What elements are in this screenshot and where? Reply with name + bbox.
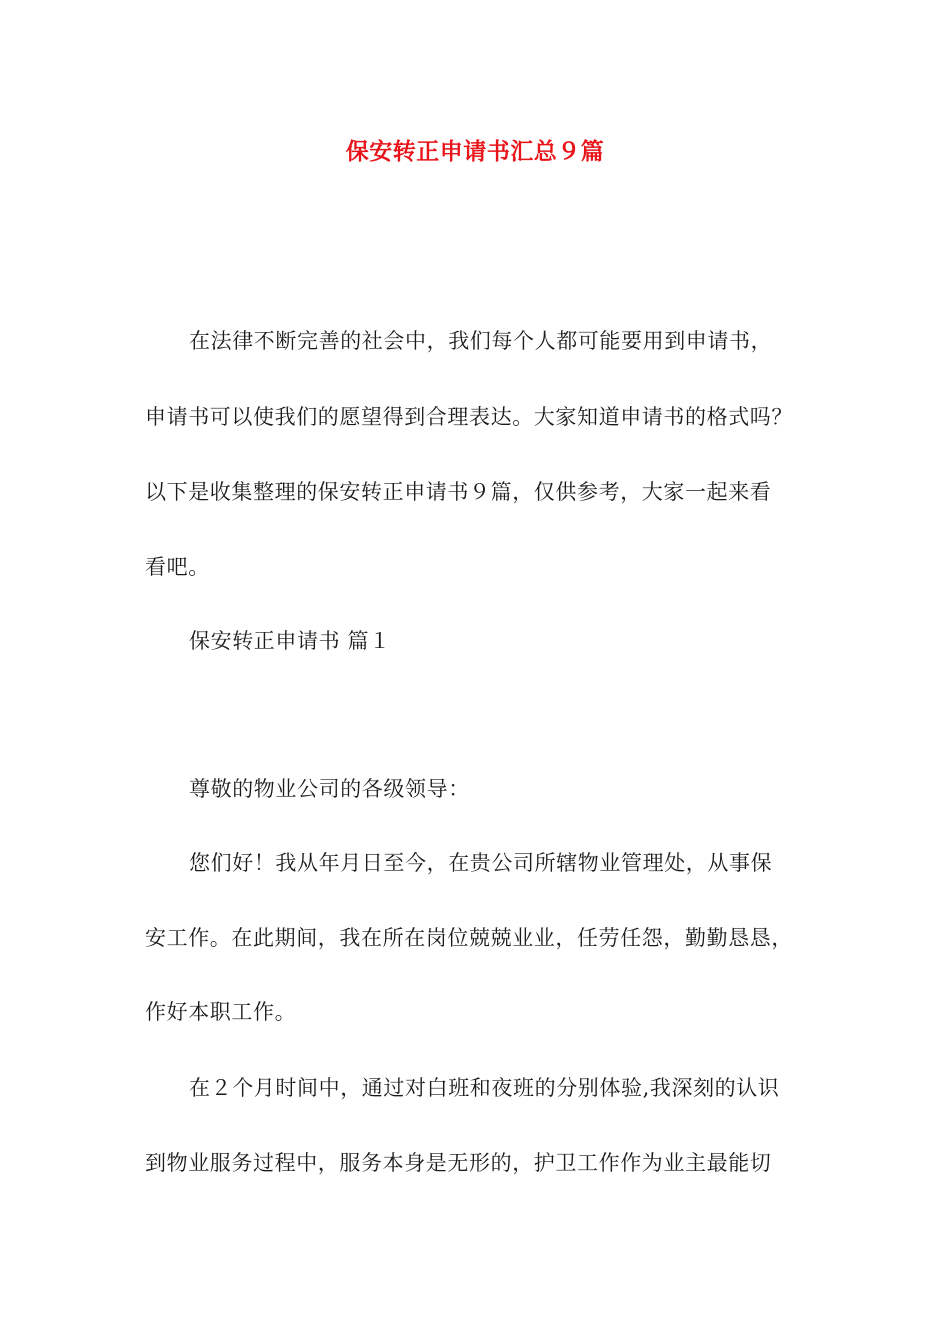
paragraph-line: 您们好！我从年月日至今，在贵公司所辖物业管理处，从事保 — [189, 851, 773, 875]
document-title: 保安转正申请书汇总９篇 — [345, 138, 605, 165]
paragraph-line: 看吧。 — [145, 555, 210, 579]
paragraph-line: 以下是收集整理的保安转正申请书９篇，仅供参考，大家一起来看 — [145, 480, 772, 504]
paragraph-line: 安工作。在此期间，我在所在岗位兢兢业业，任劳任怨，勤勤恳恳， — [145, 926, 793, 950]
paragraph-line: 到物业服务过程中，服务本身是无形的，护卫工作作为业主最能切 — [145, 1151, 772, 1175]
paragraph-line: 在法律不断完善的社会中，我们每个人都可能要用到申请书， — [189, 329, 773, 353]
paragraph-line: 申请书可以使我们的愿望得到合理表达。大家知道申请书的格式吗？ — [145, 405, 793, 429]
section-heading: 保安转正申请书 篇１ — [189, 629, 391, 653]
paragraph-line: 在２个月时间中，通过对白班和夜班的分别体验,我深刻的认识 — [189, 1076, 780, 1100]
salutation: 尊敬的物业公司的各级领导： — [189, 777, 470, 801]
paragraph-line: 作好本职工作。 — [145, 1000, 297, 1024]
